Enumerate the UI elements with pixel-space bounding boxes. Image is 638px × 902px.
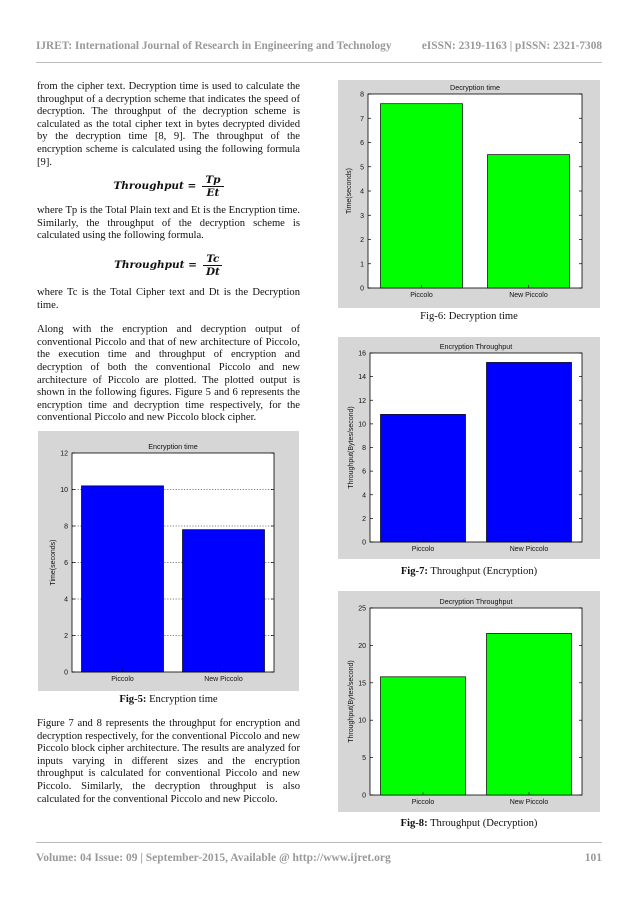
fig5-y-tick-label: 10 bbox=[60, 487, 68, 494]
fig8-y-tick-label: 20 bbox=[358, 642, 366, 650]
figure-8-title: Throughput (Decryption) bbox=[427, 818, 538, 829]
fig8-y-tick-label: 15 bbox=[358, 680, 366, 688]
fig5-y-tick-label: 12 bbox=[60, 450, 68, 458]
fig6-chart-title: Decryption time bbox=[450, 83, 500, 92]
fig7-y-tick-label: 10 bbox=[358, 421, 366, 429]
fig7-chart-title: Encryption Throughput bbox=[439, 342, 513, 351]
formula-encryption-throughput bbox=[37, 174, 300, 199]
fig6-y-tick-label: 0 bbox=[360, 285, 364, 293]
fig8-bar-piccolo bbox=[381, 677, 466, 795]
decryption-throughput-chart bbox=[338, 591, 600, 812]
fig5-x-tick-label: Piccolo bbox=[111, 676, 134, 683]
footer-rule bbox=[36, 842, 602, 843]
fig7-y-tick-label: 12 bbox=[358, 397, 366, 405]
fig6-y-tick-label: 8 bbox=[360, 91, 364, 99]
fig6-y-tick-label: 7 bbox=[360, 115, 364, 123]
encryption-throughput-chart bbox=[338, 337, 600, 559]
fig8-chart-title: Decryption Throughput bbox=[439, 597, 513, 606]
fig8-x-tick-label: New Piccolo bbox=[509, 799, 549, 806]
fig5-y-tick-label: 8 bbox=[64, 523, 68, 531]
fig5-y-tick-label: 4 bbox=[64, 596, 68, 604]
figure-7-caption bbox=[338, 566, 600, 577]
figure-5 bbox=[38, 431, 299, 691]
formula-decryption-throughput bbox=[37, 253, 300, 278]
fig6-y-tick-label: 3 bbox=[360, 212, 364, 220]
paragraph-4: Along with the encryption and decryption output of conventional Piccolo and that of new architecture of Piccolo, the execution time and throughput of encryption and decryption of both the conventional Piccolo and new architecture of Piccolo are plotted. The plotted output is shown in the following figures. Figure 5 and 6 represents the encryption time and decryption time respectively, for the conventional Piccolo and new Piccolo block cipher. bbox=[37, 324, 300, 424]
fig7-y-axis-label: Throughput(Bytes/second) bbox=[348, 406, 355, 489]
fig7-y-tick-label: 2 bbox=[362, 515, 366, 523]
fig5-y-tick-label: 6 bbox=[64, 560, 68, 567]
figure-6-caption: Fig-6: Decryption time bbox=[420, 311, 518, 322]
formula-2-numerator: Tc bbox=[203, 253, 222, 266]
issn-info: eISSN: 2319-1163 | pISSN: 2321-7308 bbox=[421, 40, 602, 52]
fig5-y-axis-label: Time(seconds) bbox=[50, 539, 57, 586]
journal-title: IJRET: International Journal of Research in Engineering and Technology bbox=[36, 40, 392, 52]
fig8-y-tick-label: 5 bbox=[362, 755, 366, 763]
fig6-bar-new-piccolo bbox=[488, 155, 570, 288]
figure-5-label: Fig-5: bbox=[119, 694, 147, 705]
fig8-y-tick-label: 25 bbox=[358, 605, 366, 613]
page-footer bbox=[36, 852, 602, 864]
fig7-y-tick-label: 0 bbox=[362, 539, 366, 547]
formula-1-numerator: Tp bbox=[202, 174, 223, 187]
fig5-bar-new-piccolo bbox=[183, 530, 265, 672]
fig7-x-tick-label: Piccolo bbox=[411, 546, 435, 553]
encryption-time-chart bbox=[38, 431, 299, 691]
figure-5-caption bbox=[37, 694, 300, 705]
paragraph-1: from the cipher text. Decryption time is used to calculate the throughput of a decryption scheme that indicates the speed of decryption. The throughput of the decryption scheme is calculated as the total cipher text in bytes decrypted divided by the decryption time [8, 9]. The throughput of the encryption scheme is calculated using the following formula [9]. bbox=[37, 81, 300, 168]
fig8-y-tick-label: 10 bbox=[358, 717, 366, 725]
paragraph-3: where Tc is the Total Cipher text and Dt is the Decryption time. bbox=[37, 286, 300, 311]
fig7-bar-piccolo bbox=[381, 414, 466, 542]
volume-info: Volume: 04 Issue: 09 | September-2015, Available @ http://www.ijret.org bbox=[36, 852, 391, 864]
figure-7-title: Throughput (Encryption) bbox=[427, 566, 538, 577]
fig5-y-tick-label: 0 bbox=[64, 669, 68, 677]
decryption-time-chart bbox=[338, 80, 600, 308]
fig6-x-tick-label: New Piccolo bbox=[509, 292, 548, 299]
fig6-y-tick-label: 5 bbox=[360, 164, 364, 172]
figure-8 bbox=[338, 591, 600, 812]
fig6-x-tick-label: Piccolo bbox=[410, 292, 433, 299]
formula-1-denominator: Et bbox=[206, 187, 220, 200]
fig6-y-tick-label: 2 bbox=[360, 237, 364, 244]
fig8-bar-new-piccolo bbox=[487, 633, 572, 795]
fig5-bar-piccolo bbox=[82, 486, 164, 672]
fig6-y-tick-label: 1 bbox=[360, 261, 364, 269]
fig7-y-tick-label: 8 bbox=[362, 445, 366, 452]
figure-7-label: Fig-7: bbox=[400, 566, 428, 577]
figure-8-caption bbox=[338, 818, 600, 829]
fig7-y-tick-label: 14 bbox=[358, 374, 366, 382]
fig7-bar-new-piccolo bbox=[487, 362, 572, 542]
fig5-x-tick-label: New Piccolo bbox=[204, 676, 243, 683]
fig7-y-tick-label: 16 bbox=[358, 350, 366, 358]
paragraph-5: Figure 7 and 8 represents the throughput for encryption and decryption respectively, for the conventional Piccolo and new Piccolo block cipher architecture. The results are analyzed for inputs varying in different sizes and the encryption throughput is calculated for conventional Piccolo and new Piccolo. Similarly, the decryption throughput is also calculated for the conventional Piccolo and new Piccolo. bbox=[37, 718, 300, 805]
fig6-bar-piccolo bbox=[381, 104, 463, 288]
fig8-y-axis-label: Throughput(Bytes/second) bbox=[348, 660, 355, 743]
fig8-x-tick-label: Piccolo bbox=[411, 799, 435, 806]
fig5-chart-title: Encryption time bbox=[148, 442, 198, 451]
journal-header bbox=[36, 40, 602, 52]
fig7-x-tick-label: New Piccolo bbox=[509, 546, 549, 553]
figure-8-label: Fig-8: bbox=[400, 818, 428, 829]
left-column-bottom bbox=[37, 718, 300, 806]
header-rule bbox=[36, 62, 602, 63]
figure-5-title: Encryption time bbox=[146, 694, 218, 705]
left-column-top bbox=[37, 81, 300, 425]
fig7-y-tick-label: 6 bbox=[362, 468, 366, 476]
fig5-y-tick-label: 2 bbox=[64, 633, 68, 640]
formula-2-denominator: Dt bbox=[205, 265, 220, 278]
figure-7 bbox=[338, 337, 600, 559]
formula-1-lhs: Throughput = bbox=[113, 180, 197, 193]
fig6-y-tick-label: 6 bbox=[360, 140, 364, 147]
fig6-y-tick-label: 4 bbox=[360, 188, 364, 196]
fig6-y-axis-label: Time(seconds) bbox=[346, 167, 353, 215]
page-number: 101 bbox=[584, 852, 602, 864]
figure-6 bbox=[338, 80, 600, 308]
formula-1-fraction bbox=[202, 174, 223, 199]
formula-2-fraction bbox=[203, 253, 223, 278]
formula-2-lhs: Throughput = bbox=[114, 259, 197, 272]
fig8-y-tick-label: 0 bbox=[362, 792, 366, 800]
paragraph-2: where Tp is the Total Plain text and Et is the Encryption time. Similarly, the throughput of the decryption scheme is calculated using the following formula. bbox=[37, 205, 300, 242]
fig7-y-tick-label: 4 bbox=[362, 492, 366, 500]
